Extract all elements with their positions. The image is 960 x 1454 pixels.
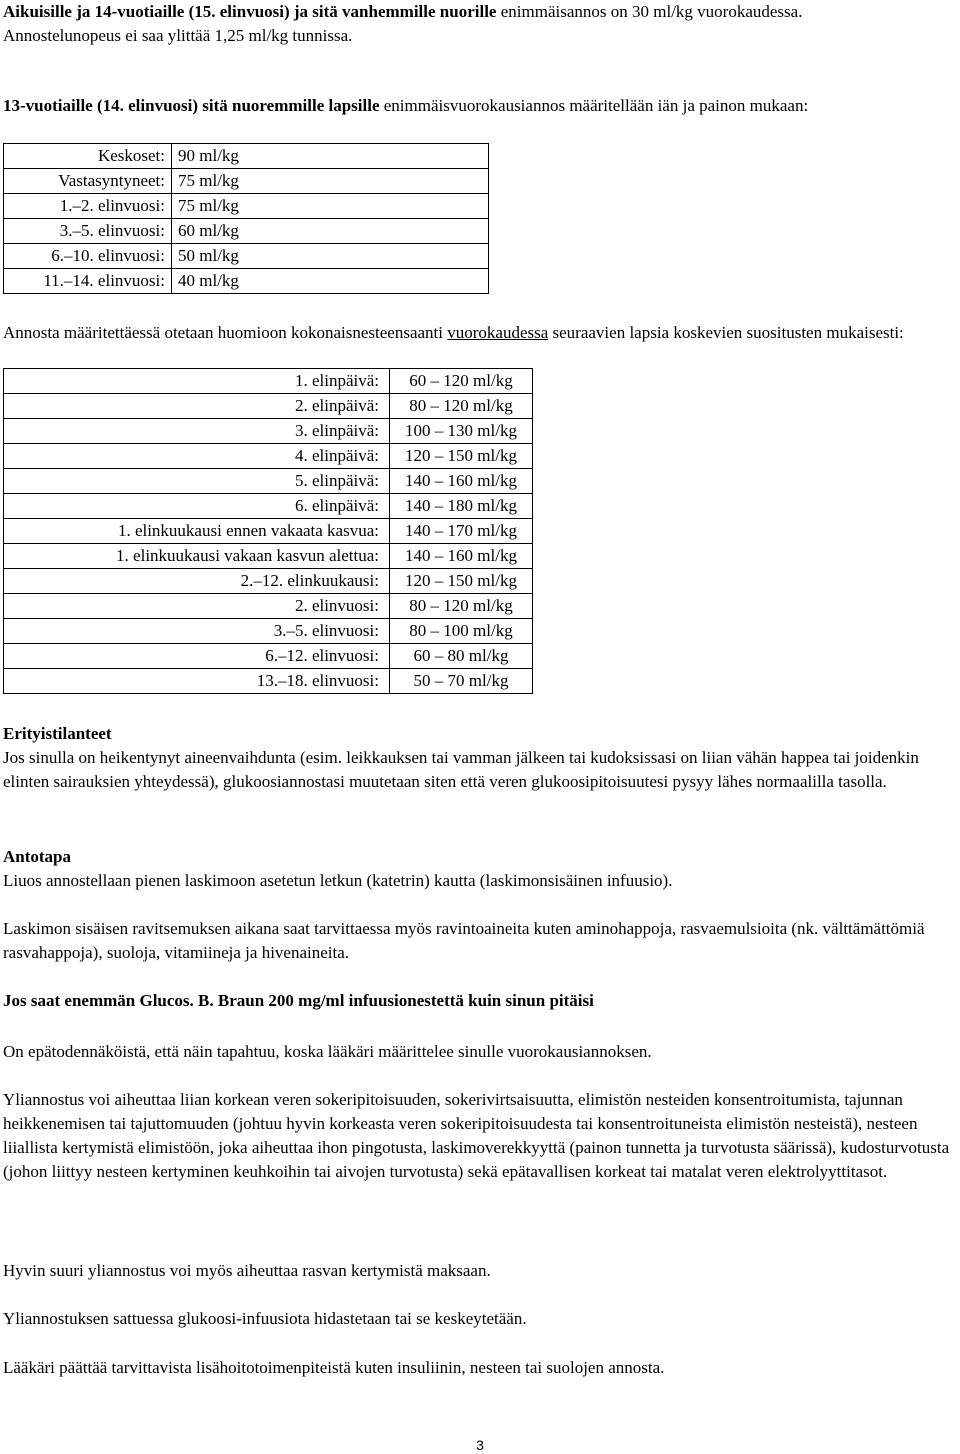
fluid-intake-row <box>4 544 533 569</box>
unlikely-paragraph <box>3 1040 957 1064</box>
fluid-intake-row-label: 3. elinpäivä: <box>4 419 390 444</box>
nutrition-paragraph <box>3 917 957 965</box>
fluid-intake-row <box>4 644 533 669</box>
further-treatment-paragraph <box>3 1356 957 1380</box>
fluid-intake-row-label: 2. elinvuosi: <box>4 594 390 619</box>
fluid-intake-paragraph <box>3 321 957 345</box>
liver-paragraph <box>3 1259 957 1283</box>
max-dose-row-label: 1.–2. elinvuosi: <box>4 194 172 219</box>
fluid-intake-row-value: 140 – 180 ml/kg <box>390 494 533 519</box>
administration-section <box>3 845 957 893</box>
max-dose-row-value: 75 ml/kg <box>172 194 489 219</box>
unlikely-text: On epätodennäköistä, että näin tapahtuu, koska lääkäri määrittelee sinulle vuorokausiannoksen. <box>3 1042 652 1061</box>
fluid-intake-row <box>4 419 533 444</box>
page-number: 3 <box>476 1437 484 1453</box>
overdose-effects-paragraph <box>3 1088 957 1184</box>
infusion-rate-text: Annostelunopeus ei saa ylittää 1,25 ml/kg tunnissa. <box>3 26 353 45</box>
fluid-intake-row-label: 1. elinkuukausi ennen vakaata kasvua: <box>4 519 390 544</box>
fluid-intake-row-label: 4. elinpäivä: <box>4 444 390 469</box>
fluid-intake-row-label: 6. elinpäivä: <box>4 494 390 519</box>
administration-heading: Antotapa <box>3 847 72 866</box>
fluid-intake-row-value: 50 – 70 ml/kg <box>390 669 533 694</box>
max-dose-row-value: 75 ml/kg <box>172 169 489 194</box>
max-dose-row-value: 60 ml/kg <box>172 219 489 244</box>
administration-text: Liuos annostellaan pienen laskimoon asetetun letkun (katetrin) kautta (laskimonsisäinen infuusio). <box>3 871 673 890</box>
max-dose-row <box>4 219 489 244</box>
fluid-intake-row-value: 60 – 80 ml/kg <box>390 644 533 669</box>
fluid-intake-row-value: 120 – 150 ml/kg <box>390 569 533 594</box>
fluid-intake-row-value: 120 – 150 ml/kg <box>390 444 533 469</box>
fluid-intake-row <box>4 619 533 644</box>
fluid-intake-row <box>4 394 533 419</box>
fluid-intake-row-value: 80 – 120 ml/kg <box>390 394 533 419</box>
fluid-intake-row <box>4 494 533 519</box>
fluid-intake-row-label: 1. elinpäivä: <box>4 369 390 394</box>
max-dose-row <box>4 169 489 194</box>
fluid-intake-row <box>4 469 533 494</box>
fluid-intake-row-label: 2. elinpäivä: <box>4 394 390 419</box>
fluid-intake-row <box>4 669 533 694</box>
child-dosage-paragraph <box>3 94 957 118</box>
max-dose-row-label: 11.–14. elinvuosi: <box>4 269 172 294</box>
fluid-intake-row-value: 60 – 120 ml/kg <box>390 369 533 394</box>
child-dosage-text: enimmäisvuorokausiannos määritellään iän ja painon mukaan: <box>379 96 809 115</box>
max-dose-row-label: 6.–10. elinvuosi: <box>4 244 172 269</box>
max-dose-row-label: 3.–5. elinvuosi: <box>4 219 172 244</box>
fluid-intake-row <box>4 569 533 594</box>
fluid-intake-row-label: 1. elinkuukausi vakaan kasvun alettua: <box>4 544 390 569</box>
max-dose-table <box>3 143 489 294</box>
special-situations-text: Jos sinulla on heikentynyt aineenvaihdunta (esim. leikkauksen tai vamman jälkeen tai kudoksissasi on liian vähän happea tai joidenkin elinten sairauksien yhteydessä), glukoosiannostasi muutetaan siten että veren glukoosipitoisuutesi pysyy lähes normaalilla tasolla. <box>3 748 919 791</box>
adult-dosage-text: enimmäisannos on 30 ml/kg vuorokaudessa. <box>496 2 803 21</box>
fluid-intake-row-value: 140 – 160 ml/kg <box>390 544 533 569</box>
nutrition-text: Laskimon sisäisen ravitsemuksen aikana saat tarvittaessa myös ravintoaineita kuten aminohappoja, rasvaemulsioita (nk. välttämättömiä rasvahappoja), suoloja, vitamiineja ja hivenaineita. <box>3 919 925 962</box>
fluid-intake-row-value: 80 – 100 ml/kg <box>390 619 533 644</box>
special-situations-section <box>3 722 957 794</box>
liver-text: Hyvin suuri yliannostus voi myös aiheuttaa rasvan kertymistä maksaan. <box>3 1261 491 1280</box>
child-dosage-bold: 13-vuotiaille (14. elinvuosi) sitä nuoremmille lapsille <box>3 96 380 115</box>
further-treatment-text: Lääkäri päättää tarvittavista lisähoitotoimenpiteistä kuten insuliinin, nesteen tai suolojen annosta. <box>3 1358 665 1377</box>
max-dose-row <box>4 144 489 169</box>
fluid-intake-row-label: 3.–5. elinvuosi: <box>4 619 390 644</box>
max-dose-row-label: Keskoset: <box>4 144 172 169</box>
fluid-intake-text-pre: Annosta määritettäessä otetaan huomioon kokonaisnesteensaanti <box>3 323 448 342</box>
overdose-heading: Jos saat enemmän Glucos. B. Braun 200 mg/ml infuusionestettä kuin sinun pitäisi <box>3 991 594 1010</box>
fluid-intake-row <box>4 594 533 619</box>
fluid-intake-row-value: 80 – 120 ml/kg <box>390 594 533 619</box>
max-dose-row <box>4 269 489 294</box>
overdose-effects-text: Yliannostus voi aiheuttaa liian korkean veren sokeripitoisuuden, sokerivirtsaisuutta, elimistön nesteiden konsentroitumista, tajunnan heikkenemisen tai tajuttomuuden (johtuu hyvin korkeasta veren sokeripitoisuudesta tai konsentroituneista elimistön nesteistä), nesteen liiallista kertymistä elimistöön, joka aiheuttaa ihon pingotusta, laskimoverekkyyttä (painon tunnetta ja turvotusta säärissä), kudosturvotusta (johon liittyy nesteen kertyminen keuhkoihin tai aivojen turvotusta) sekä epätavallisen korkeat tai matalat veren elektrolyyttitasot. <box>3 1090 950 1181</box>
fluid-intake-row <box>4 444 533 469</box>
fluid-intake-table <box>3 368 533 694</box>
max-dose-table-wrap <box>3 143 957 294</box>
max-dose-row-value: 90 ml/kg <box>172 144 489 169</box>
max-dose-row <box>4 194 489 219</box>
max-dose-row <box>4 244 489 269</box>
fluid-intake-row <box>4 369 533 394</box>
fluid-intake-row-label: 6.–12. elinvuosi: <box>4 644 390 669</box>
overdose-heading-block <box>3 989 957 1013</box>
slow-infusion-text: Yliannostuksen sattuessa glukoosi-infuusiota hidastetaan tai se keskeytetään. <box>3 1309 527 1328</box>
fluid-intake-row-label: 5. elinpäivä: <box>4 469 390 494</box>
adult-dosage-paragraph <box>3 0 957 48</box>
fluid-intake-row-label: 2.–12. elinkuukausi: <box>4 569 390 594</box>
fluid-intake-table-wrap <box>3 368 957 694</box>
fluid-intake-text-post: seuraavien lapsia koskevien suositusten mukaisesti: <box>548 323 904 342</box>
slow-infusion-paragraph <box>3 1307 957 1331</box>
fluid-intake-row-value: 140 – 170 ml/kg <box>390 519 533 544</box>
special-situations-heading: Erityistilanteet <box>3 724 112 743</box>
max-dose-row-label: Vastasyntyneet: <box>4 169 172 194</box>
max-dose-row-value: 40 ml/kg <box>172 269 489 294</box>
fluid-intake-row <box>4 519 533 544</box>
fluid-intake-row-value: 100 – 130 ml/kg <box>390 419 533 444</box>
fluid-intake-underlined: vuorokaudessa <box>447 323 549 342</box>
adult-dosage-bold: Aikuisille ja 14-vuotiaille (15. elinvuosi) ja sitä vanhemmille nuorille <box>3 2 497 21</box>
max-dose-row-value: 50 ml/kg <box>172 244 489 269</box>
fluid-intake-row-value: 140 – 160 ml/kg <box>390 469 533 494</box>
fluid-intake-row-label: 13.–18. elinvuosi: <box>4 669 390 694</box>
